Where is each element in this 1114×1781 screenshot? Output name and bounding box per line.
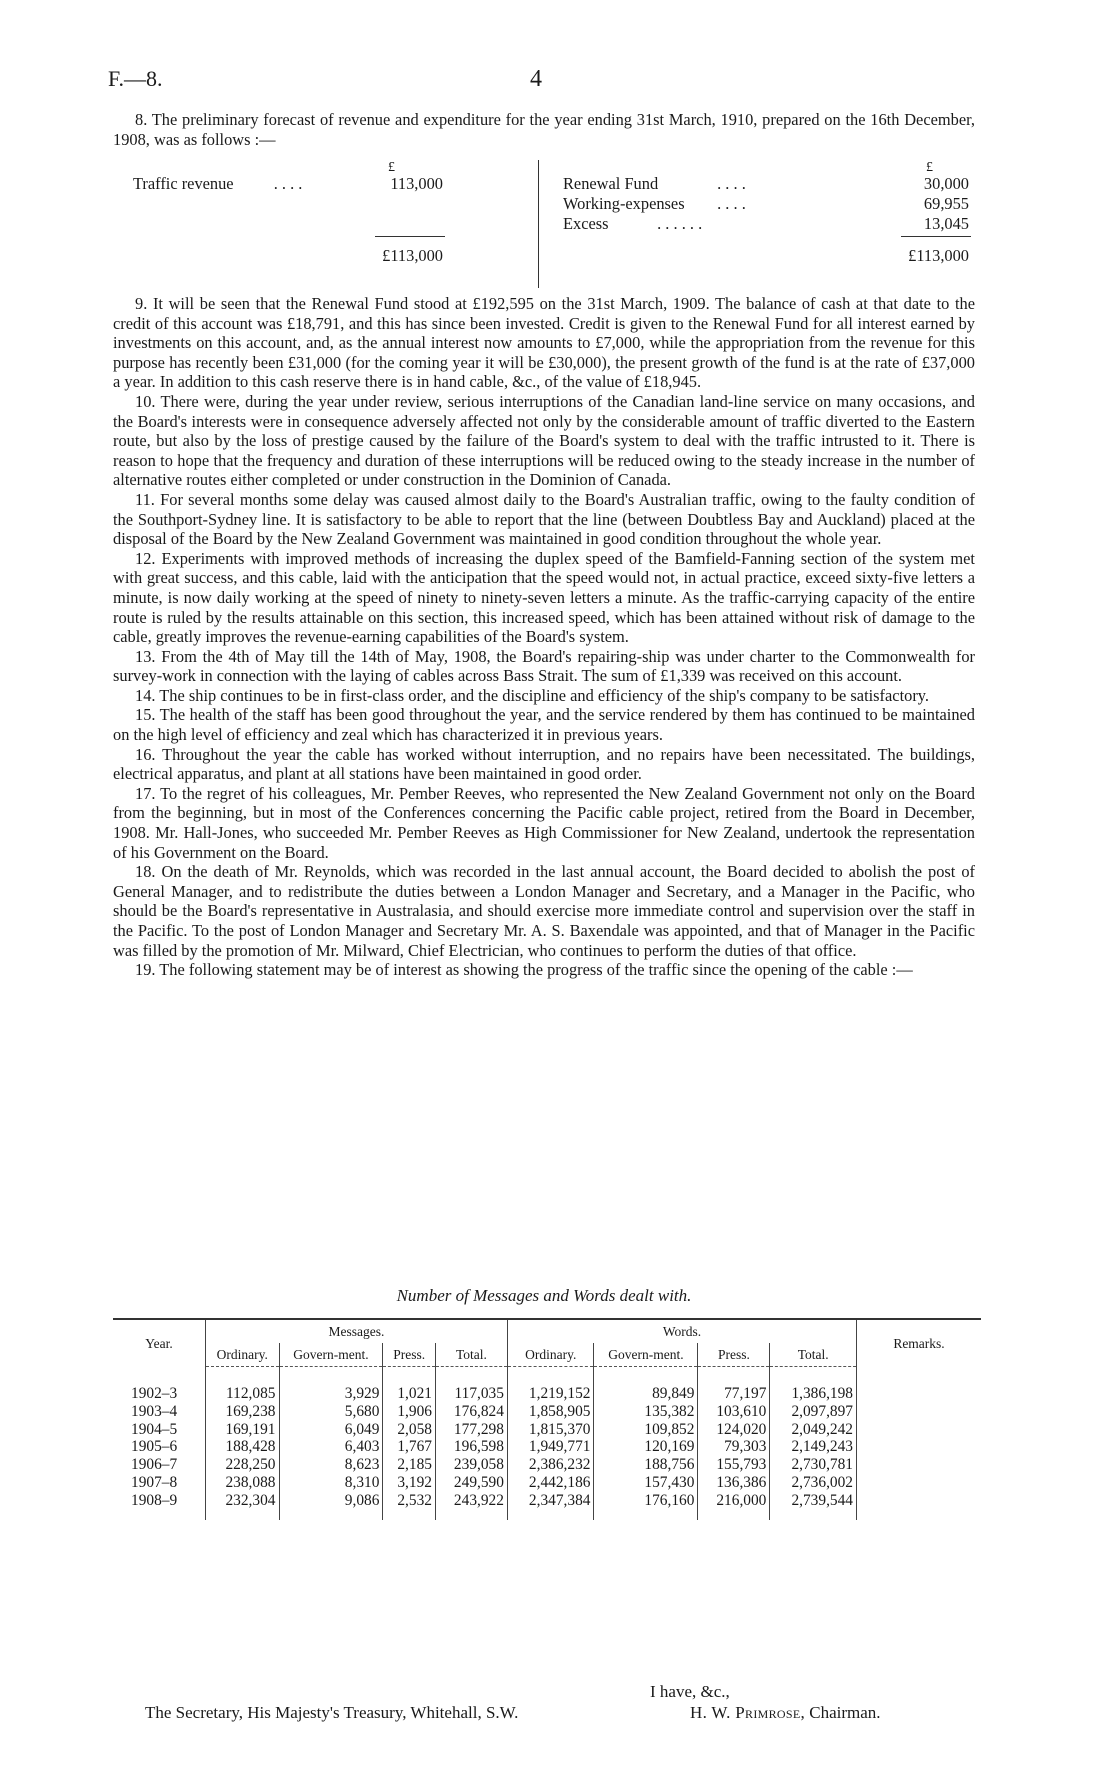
cell-words-government: 89,849	[594, 1367, 698, 1403]
cell-remarks	[857, 1403, 982, 1421]
table-row	[113, 1492, 981, 1520]
col-header-messages-government: Govern-ment.	[279, 1343, 383, 1367]
col-header-year: Year.	[113, 1319, 206, 1367]
leader-dots: . . . .	[273, 174, 303, 193]
cell-messages-ordinary: 238,088	[206, 1474, 280, 1492]
cell-words-ordinary: 1,219,152	[507, 1367, 594, 1403]
expenditure-amount: 30,000	[923, 174, 969, 193]
cell-messages-government: 9,086	[279, 1492, 383, 1520]
expenditure-label: Renewal Fund	[563, 174, 659, 193]
cell-messages-total: 249,590	[435, 1474, 507, 1492]
cell-messages-press: 1,906	[383, 1403, 436, 1421]
cell-year: 1903–4	[131, 1402, 178, 1420]
cell-messages-government: 8,623	[279, 1456, 383, 1474]
cell-words-press: 155,793	[698, 1456, 770, 1474]
col-header-words-press: Press.	[698, 1343, 770, 1367]
cell-remarks	[857, 1474, 982, 1492]
paragraph-17: 17. To the regret of his colleagues, Mr. Pember Reeves, who represented the New Zealand Government not only on the Board from the beginning, but in most of the Conferences concerning the Pacific cable project, retired from the Board in December, 1908. Mr. Hall-Jones, who succeeded Mr. Pember Reeves as High Commissioner for New Zealand, undertook the representation of his Government on the Board.	[113, 783, 975, 862]
cell-messages-total: 177,298	[435, 1421, 507, 1439]
paragraph-19: 19. The following statement may be of interest as showing the progress of the traffic since the opening of the cable :—	[135, 960, 913, 980]
cell-words-government: 157,430	[594, 1474, 698, 1492]
col-header-messages-press: Press.	[383, 1343, 436, 1367]
paragraph-18: 18. On the death of Mr. Reynolds, which was recorded in the last annual account, the Board decided to abolish the post of General Manager, and to redistribute the duties between a London Manager and Secretary, and a Manager in the Pacific, who should be the Board's representative in Australasia, and should exercise more immediate control and supervision over the staff in the Pacific. To the post of London Manager and Secretary Mr. A. S. Baxendale was appointed, and that of Manager in the Pacific was filled by the promotion of Mr. Milward, Chief Electrician, who continues to perform the duties of that office.	[113, 862, 975, 960]
addressee: The Secretary, His Majesty's Treasury, Whitehall, S.W.	[145, 1703, 519, 1722]
currency-symbol: £	[388, 160, 395, 175]
expenditure-label: Excess	[563, 214, 609, 233]
cell-words-government: 120,169	[594, 1438, 698, 1456]
body-paragraphs	[113, 294, 975, 980]
expenditure-label: Working-expenses	[563, 194, 685, 213]
cell-words-total: 2,739,544	[770, 1492, 857, 1520]
cell-words-total: 2,097,897	[770, 1403, 857, 1421]
cell-messages-press: 2,058	[383, 1421, 436, 1439]
col-header-words-total: Total.	[770, 1343, 857, 1367]
cell-words-press: 77,197	[698, 1367, 770, 1403]
cell-messages-press: 1,021	[383, 1367, 436, 1403]
cell-words-ordinary: 2,442,186	[507, 1474, 594, 1492]
leader-dots: . . . .	[717, 174, 746, 193]
series-reference: F.—8.	[108, 66, 163, 91]
cell-words-press: 79,303	[698, 1438, 770, 1456]
cell-messages-ordinary: 169,191	[206, 1421, 280, 1439]
cell-messages-ordinary: 112,085	[206, 1367, 280, 1403]
cell-messages-ordinary: 228,250	[206, 1456, 280, 1474]
cell-words-ordinary: 1,949,771	[507, 1438, 594, 1456]
forecast-statement	[113, 160, 975, 288]
table-row	[113, 1421, 981, 1439]
cell-year: 1904–5	[131, 1420, 178, 1438]
col-header-remarks: Remarks.	[857, 1319, 982, 1367]
cell-messages-total: 243,922	[435, 1492, 507, 1520]
table-row	[113, 1474, 981, 1492]
paragraph-8: 8. The preliminary forecast of revenue and expenditure for the year ending 31st March, 1910, prepared on the 16th December, 1908, was as follows :—	[113, 110, 975, 149]
cell-words-press: 103,610	[698, 1403, 770, 1421]
col-group-words: Words.	[507, 1319, 856, 1343]
cell-words-ordinary: 1,858,905	[507, 1403, 594, 1421]
cell-messages-ordinary: 188,428	[206, 1438, 280, 1456]
col-header-words-government: Govern-ment.	[594, 1343, 698, 1367]
total-rule	[901, 236, 971, 237]
cell-messages-press: 2,185	[383, 1456, 436, 1474]
cell-messages-press: 1,767	[383, 1438, 436, 1456]
cell-year: 1907–8	[131, 1473, 178, 1491]
total-rule	[375, 236, 445, 237]
cell-remarks	[857, 1367, 982, 1403]
cell-messages-government: 6,049	[279, 1421, 383, 1439]
cell-words-ordinary: 2,347,384	[507, 1492, 594, 1520]
paragraph-11: 11. For several months some delay was caused almost daily to the Board's Australian traffic, owing to the faulty condition of the Southport-Sydney line. It is satisfactory to be able to report that the line (between Doubtless Bay and Auckland) placed at the disposal of the Board by the New Zealand Government was maintained in good condition throughout the whole year.	[113, 489, 975, 549]
col-header-messages-total: Total.	[435, 1343, 507, 1367]
revenue-label	[133, 174, 302, 194]
cell-messages-press: 2,532	[383, 1492, 436, 1520]
cell-messages-total: 239,058	[435, 1456, 507, 1474]
table-row	[113, 1438, 981, 1456]
cell-messages-government: 5,680	[279, 1403, 383, 1421]
expenditure-amount: 69,955	[923, 194, 969, 213]
revenue-total: £113,000	[382, 246, 443, 265]
paragraph-10: 10. There were, during the year under review, serious interruptions of the Canadian land-line service on many occasions, and the Board's interests were in consequence adversely affected not only by the considerable amount of traffic diverted to the Eastern route, but also by the loss of prestige caused by the failure of the Board's system to deal with the traffic intrusted to it. There is reason to hope that the frequency and duration of these interruptions will be reduced owing to the steady increase in the number of alternative routes either completed or under construction in the Dominion of Canada.	[113, 391, 975, 490]
table-caption: Number of Messages and Words dealt with.	[396, 1286, 692, 1305]
signature-block	[690, 1703, 881, 1723]
cell-messages-ordinary: 232,304	[206, 1492, 280, 1520]
cell-words-total: 2,736,002	[770, 1474, 857, 1492]
cell-words-government: 135,382	[594, 1403, 698, 1421]
cell-words-government: 176,160	[594, 1492, 698, 1520]
cell-words-total: 2,049,242	[770, 1421, 857, 1439]
col-header-words-ordinary: Ordinary.	[507, 1343, 594, 1367]
paragraph-14: 14. The ship continues to be in first-class order, and the discipline and efficiency of the ship's company to be satisfactory.	[135, 685, 929, 705]
cell-year: 1906–7	[131, 1456, 178, 1474]
cell-messages-total: 196,598	[435, 1438, 507, 1456]
cell-messages-government: 8,310	[279, 1474, 383, 1492]
cell-year: 1905–6	[131, 1438, 178, 1456]
col-group-messages: Messages.	[206, 1319, 508, 1343]
table-row	[113, 1367, 981, 1403]
expenditure-line	[563, 214, 702, 234]
forecast-expenditure-side	[538, 160, 976, 288]
leader-dots: . . . . . .	[657, 214, 703, 233]
paragraph-16: 16. Throughout the year the cable has worked without interruption, and no repairs have been necessitated. The buildings, electrical apparatus, and plant at all stations have been maintained in good order.	[113, 744, 975, 784]
expenditure-line	[563, 174, 746, 194]
revenue-amount: 113,000	[390, 174, 443, 193]
cell-remarks	[857, 1421, 982, 1439]
paragraph-12: 12. Experiments with improved methods of increasing the duplex speed of the Bamfield-Fanning section of the system met with great success, and this cable, laid with the anticipation that the speed would not, in actual practice, exceed sixty-five letters a minute, is now daily working at the speed of ninety to ninety-seven letters a minute. As the traffic-carrying capacity of the entire route is ruled by the results attainable on this section, this increased speed, which has been attained without risk of damage to the cable, greatly improves the revenue-earning capabilities of the Board's system.	[113, 548, 975, 647]
leader-dots: . . . .	[717, 194, 746, 213]
signatory-name: H. W. Primrose,	[690, 1703, 806, 1722]
revenue-label-text: Traffic revenue	[133, 174, 234, 193]
paragraph-15: 15. The health of the staff has been good throughout the year, and the service rendered by them has continued to be maintained on the high level of efficiency and zeal which has characterized it in previous years.	[113, 705, 975, 745]
cell-words-ordinary: 1,815,370	[507, 1421, 594, 1439]
table-row	[113, 1456, 981, 1474]
paragraph-9: 9. It will be seen that the Renewal Fund stood at £192,595 on the 31st March, 1909. The balance of cash at that date to the credit of this account was £18,791, and this has since been invested. Credit is given to the Renewal Fund for all interest earned by investments on this account, and, as the annual interest now amounts to £7,000, while the appropriation from the revenue for this purpose has recently been £31,000 (for the coming year it will be £30,000), the present growth of the fund is at the rate of £37,000 a year. In addition to this cash reserve there is in hand cable, &c., of the value of £18,945.	[113, 294, 975, 392]
paragraph-13: 13. From the 4th of May till the 14th of May, 1908, the Board's repairing-ship was under charter to the Commonwealth for survey-work in connection with the laying of cables across Bass Strait. The sum of £1,339 was received on this account.	[113, 646, 975, 686]
cell-remarks	[857, 1438, 982, 1456]
expenditure-total: £113,000	[908, 246, 969, 265]
cell-words-press: 124,020	[698, 1421, 770, 1439]
expenditure-amount: 13,045	[923, 214, 969, 233]
cell-words-press: 136,386	[698, 1474, 770, 1492]
cell-messages-total: 176,824	[435, 1403, 507, 1421]
cell-messages-press: 3,192	[383, 1474, 436, 1492]
forecast-revenue-side	[113, 160, 533, 288]
page-number: 4	[530, 66, 542, 92]
expenditure-line	[563, 194, 746, 214]
cell-words-total: 2,730,781	[770, 1456, 857, 1474]
cell-remarks	[857, 1456, 982, 1474]
cell-messages-government: 6,403	[279, 1438, 383, 1456]
cell-words-government: 188,756	[594, 1456, 698, 1474]
cell-year: 1908–9	[131, 1491, 178, 1509]
cell-words-government: 109,852	[594, 1421, 698, 1439]
col-header-messages-ordinary: Ordinary.	[206, 1343, 280, 1367]
table-row	[113, 1403, 981, 1421]
cell-messages-total: 117,035	[435, 1367, 507, 1403]
cell-words-press: 216,000	[698, 1492, 770, 1520]
cell-year: 1902–3	[131, 1384, 178, 1402]
cell-words-total: 1,386,198	[770, 1367, 857, 1403]
closing-salutation: I have, &c.,	[650, 1682, 730, 1701]
currency-symbol: £	[926, 160, 933, 175]
cell-messages-government: 3,929	[279, 1367, 383, 1403]
cell-words-ordinary: 2,386,232	[507, 1456, 594, 1474]
cell-remarks	[857, 1492, 982, 1520]
signatory-title: Chairman.	[809, 1703, 881, 1722]
cell-words-total: 2,149,243	[770, 1438, 857, 1456]
intro-section	[113, 110, 975, 149]
cell-messages-ordinary: 169,238	[206, 1403, 280, 1421]
traffic-table	[113, 1318, 981, 1520]
